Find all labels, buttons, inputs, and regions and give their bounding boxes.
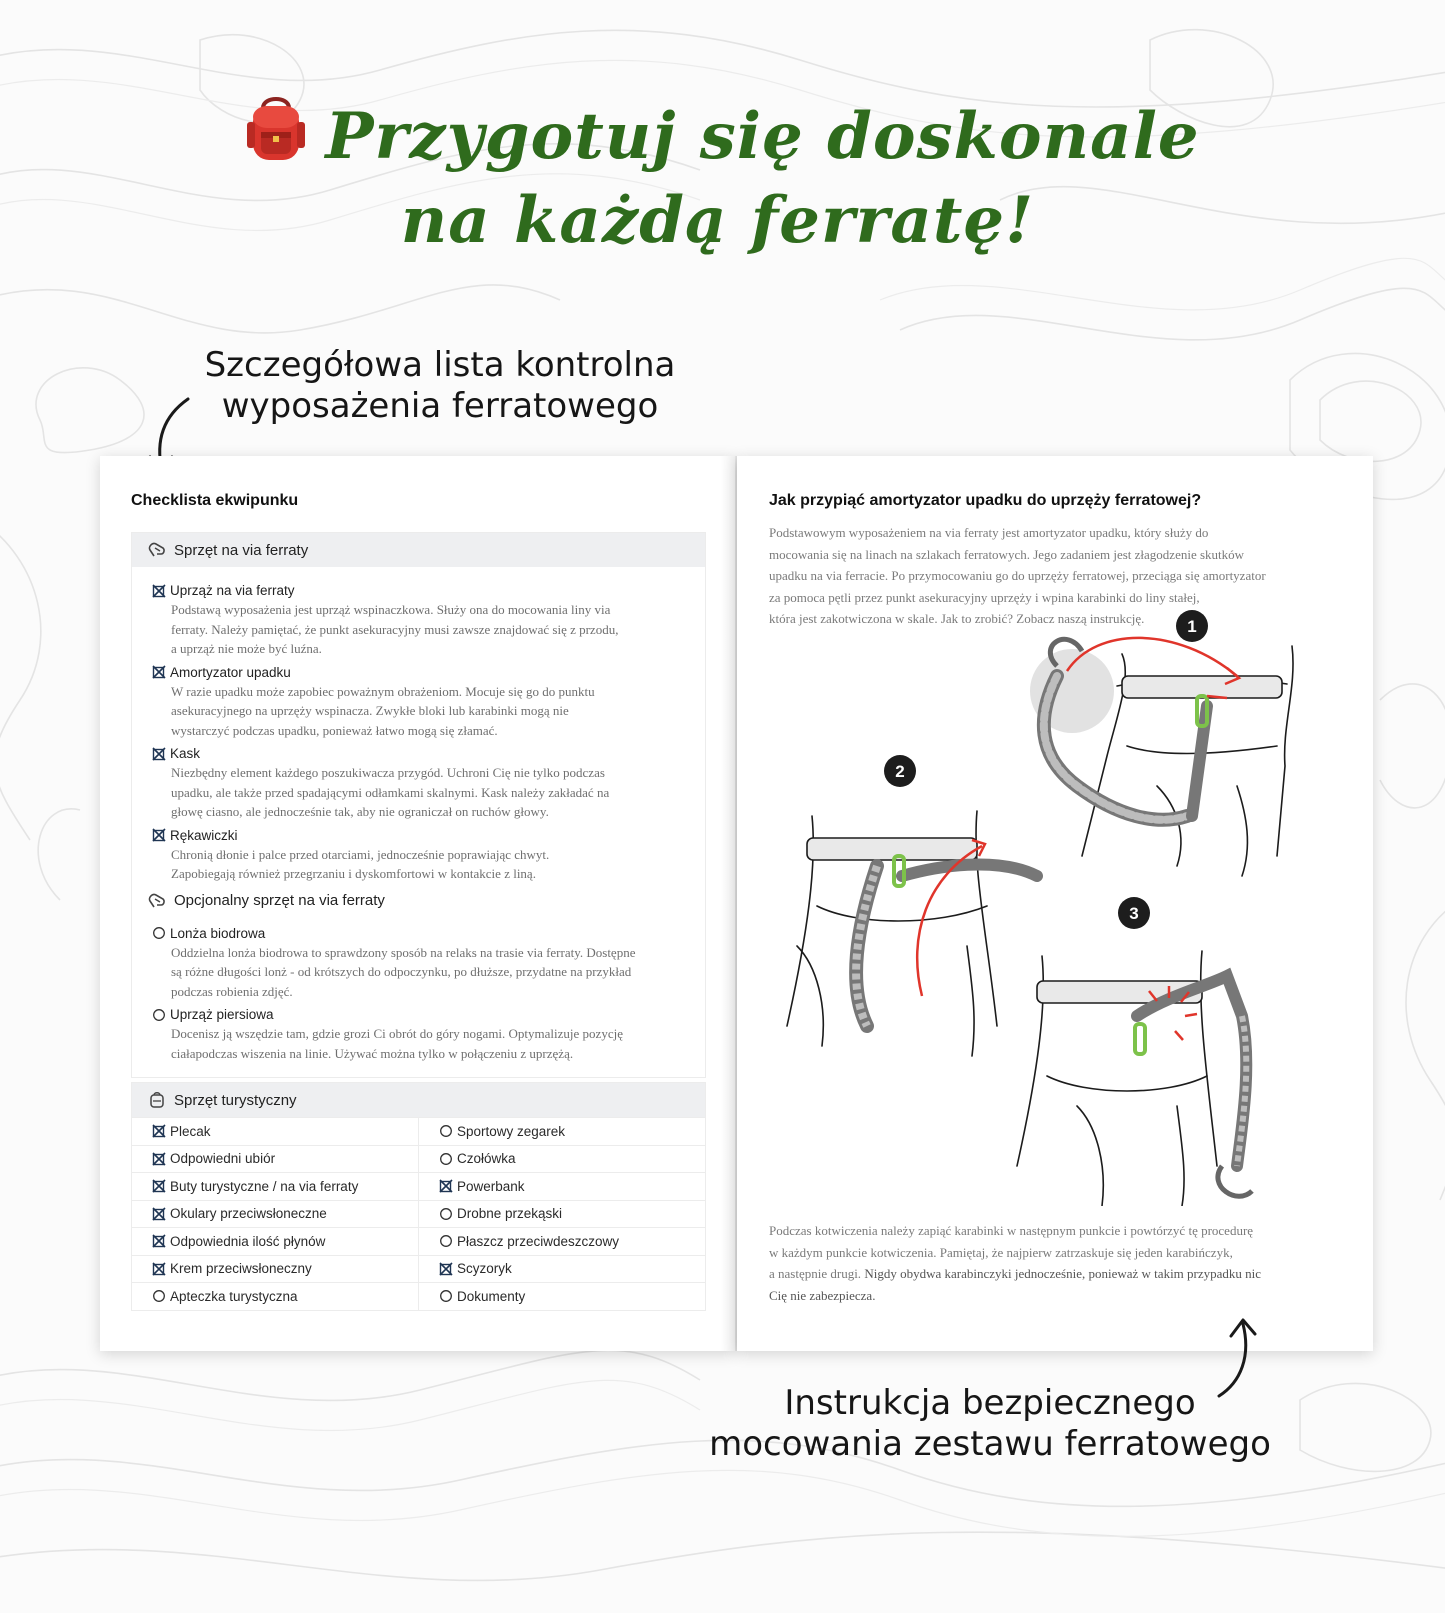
checked-box-icon[interactable]	[152, 1179, 166, 1193]
harness-illustration	[737, 606, 1373, 1206]
tourist-grid	[132, 1117, 705, 1310]
unchecked-circle-icon[interactable]	[439, 1234, 453, 1248]
tourist-item-label: Drobne przekąski	[457, 1206, 563, 1222]
description-line: Chronią dłonie i palce przed otarciami, jednocześnie poprawiając chwyt.	[171, 846, 550, 862]
carabiner-icon	[148, 892, 166, 910]
outro-line	[769, 1220, 1359, 1242]
checklist-item[interactable]	[132, 659, 705, 741]
checklist-callout	[190, 345, 690, 427]
via-ferrata-heading	[132, 533, 705, 567]
via-ferrata-heading-label: Sprzęt na via ferraty	[174, 541, 309, 559]
checklist-callout-line-1: Szczegółowa lista kontrolna	[204, 345, 676, 385]
checked-box-icon[interactable]	[152, 1207, 166, 1221]
tourist-item-label: Dokumenty	[457, 1288, 526, 1304]
checklist-item-row[interactable]	[152, 744, 675, 763]
checklist-title: Checklista ekwipunku	[131, 492, 299, 509]
outro-line	[769, 1242, 1359, 1264]
outro-line	[769, 1285, 1359, 1307]
tourist-item-label: Buty turystyczne / na via ferraty	[170, 1178, 359, 1194]
outro-warning: Cię nie zabezpiecza.	[769, 1287, 876, 1303]
checklist-item-row[interactable]	[152, 826, 675, 845]
intro-line: mocowania się na linach na szlakach ferratowych. Jego zadaniem jest złagodzenie skutków	[769, 546, 1245, 562]
carabiner-icon	[148, 541, 166, 559]
tourist-item[interactable]	[132, 1117, 419, 1145]
instruction-page	[737, 456, 1373, 1351]
checklist-page	[100, 456, 735, 1351]
checklist-item-description	[152, 943, 675, 1002]
tourist-item-label: Płaszcz przeciwdeszczowy	[457, 1233, 620, 1249]
step-3-badge: 3	[1129, 904, 1139, 923]
checklist-item-label: Lonża biodrowa	[170, 925, 266, 941]
checklist-item-description	[152, 682, 675, 741]
headline-text-2: na każdą ferratę!	[400, 183, 1035, 258]
headline-line-1	[0, 92, 1445, 179]
unchecked-circle-icon[interactable]	[152, 926, 166, 940]
checked-box-icon[interactable]	[152, 1124, 166, 1138]
unchecked-circle-icon[interactable]	[439, 1124, 453, 1138]
tourist-item[interactable]	[419, 1227, 706, 1255]
tourist-heading	[132, 1083, 705, 1117]
checklist-item[interactable]	[132, 577, 705, 659]
tourist-item[interactable]	[419, 1255, 706, 1283]
description-line: ciałapodczas wiszenia na linie. Używać można tylko w połączeniu z uprzężą.	[171, 1045, 574, 1061]
outro-warning: Nigdy obydwa karabinczyki jednocześnie, ponieważ w takim przypadku nic	[864, 1266, 1262, 1281]
headline-text-1: Przygotuj się doskonale	[325, 99, 1200, 174]
tourist-item[interactable]	[132, 1255, 419, 1283]
tourist-card	[131, 1082, 706, 1311]
tourist-item[interactable]	[132, 1200, 419, 1228]
checklist-item-row[interactable]	[152, 663, 675, 682]
optional-heading	[132, 888, 705, 914]
tourist-item[interactable]	[419, 1145, 706, 1173]
checklist-item-row[interactable]	[152, 924, 675, 943]
via-ferrata-list	[132, 577, 705, 884]
checklist-item-label: Kask	[170, 746, 201, 761]
checklist-item-row[interactable]	[152, 581, 675, 600]
instruction-callout	[690, 1383, 1290, 1465]
backpack-icon	[245, 92, 307, 164]
description-line: a uprząż nie może być luźna.	[171, 641, 322, 656]
checklist-item-description	[152, 600, 675, 659]
checklist-item-description	[152, 1024, 675, 1063]
checked-box-icon[interactable]	[152, 665, 166, 679]
checklist-item-description	[152, 763, 675, 822]
tourist-item[interactable]	[419, 1172, 706, 1200]
description-line: ferraty. Należy pamiętać, że punkt asekuracyjny musi zawsze znajdować się z przodu,	[171, 621, 619, 637]
tourist-item[interactable]	[419, 1282, 706, 1310]
tourist-item-label: Plecak	[170, 1123, 211, 1139]
description-line: głowę ciasno, ale jednocześnie tak, aby nie ograniczał on ruchów głowy.	[171, 804, 549, 819]
tourist-item-label: Powerbank	[457, 1178, 525, 1194]
optional-list	[132, 920, 705, 1064]
description-line: są różne długości lonż - od krótszych do odpoczynku, po dłuższe, przydatne na przykład	[171, 964, 632, 979]
tourist-item-label: Sportowy zegarek	[457, 1123, 566, 1139]
description-line: Oddzielna lonża biodrowa to sprawdzony sposób na relaks na trasie via ferraty. Dostępne	[171, 944, 636, 960]
checklist-callout-line-2: wyposażenia ferratowego	[221, 386, 659, 426]
instruction-callout-line-1: Instrukcja bezpiecznego	[784, 1383, 1196, 1423]
description-line: Zapobiegają również przegrzaniu i dyskomfortowi w kontakcie z liną.	[171, 866, 536, 881]
tourist-item-label: Odpowiednia ilość płynów	[170, 1233, 326, 1249]
headline	[0, 92, 1445, 263]
checked-box-icon[interactable]	[439, 1262, 453, 1276]
tourist-item[interactable]	[419, 1117, 706, 1145]
tourist-item[interactable]	[132, 1145, 419, 1173]
tourist-item-label: Apteczka turystyczna	[170, 1288, 298, 1304]
tourist-item-label: Okulary przeciwsłoneczne	[170, 1206, 327, 1222]
checklist-item-label: Uprząż na via ferraty	[170, 583, 295, 598]
instruction-callout-line-2: mocowania zestawu ferratowego	[709, 1424, 1271, 1464]
description-line: Podstawą wyposażenia jest uprząż wspinaczkowa. Służy ona do mocowania liny via	[171, 602, 611, 617]
outro-line	[769, 1263, 1359, 1285]
checklist-item-description	[152, 845, 675, 884]
backpack-icon	[148, 1091, 166, 1109]
checked-box-icon[interactable]	[152, 1152, 166, 1166]
instruction-outro	[769, 1220, 1359, 1306]
intro-line: Podstawowym wyposażeniem na via ferraty jest amortyzator upadku, który służy do	[769, 525, 1209, 540]
unchecked-circle-icon[interactable]	[439, 1152, 453, 1166]
description-line: Niezbędny element każdego poszukiwacza przygód. Uchroni Cię nie tylko podczas	[171, 765, 605, 780]
tourist-item-label: Scyzoryk	[457, 1261, 512, 1277]
outro-text: a następnie drugi.	[769, 1266, 862, 1281]
description-line: asekuracyjnego na uprzęży wspinacza. Zwykłe bloki lub karabinki mogą nie	[171, 703, 569, 718]
checked-box-icon[interactable]	[152, 747, 166, 761]
checklist-item-label: Uprząż piersiowa	[170, 1007, 274, 1022]
tourist-item[interactable]	[132, 1172, 419, 1200]
tourist-item[interactable]	[132, 1282, 419, 1310]
checklist-item[interactable]	[132, 822, 705, 884]
description-line: podczas robienia zdjęć.	[171, 983, 293, 999]
description-line: wystarczyć podczas upadku, ponieważ łatwo mogą się złamać.	[171, 722, 498, 738]
tourist-item-label: Odpowiedni ubiór	[170, 1151, 276, 1167]
step-1-badge: 1	[1187, 617, 1197, 636]
unchecked-circle-icon[interactable]	[439, 1289, 453, 1303]
tourist-item-label: Krem przeciwsłoneczny	[170, 1261, 312, 1277]
description-line: Docenisz ją wszędzie tam, gdzie grozi Ci obrót do góry nogami. Optymalizuje pozycję	[171, 1026, 623, 1041]
description-line: upadku, ale także przed spadającymi odłamkami skalnymi. Kask należy zakładać na	[171, 784, 610, 800]
checklist-item-row[interactable]	[152, 1005, 675, 1024]
tourist-item-label: Czołówka	[457, 1151, 516, 1167]
unchecked-circle-icon[interactable]	[152, 1008, 166, 1022]
checked-box-icon[interactable]	[152, 828, 166, 842]
outro-text: w każdym punkcie kotwiczenia. Pamiętaj, że najpierw zatrzaskuje się jeden karabińczyk,	[769, 1244, 1233, 1260]
instruction-title: Jak przypiąć amortyzator upadku do uprzęży ferratowej?	[769, 492, 1202, 509]
checklist-item[interactable]	[132, 920, 705, 1002]
checked-box-icon[interactable]	[439, 1179, 453, 1193]
checklist-item-label: Amortyzator upadku	[170, 664, 291, 680]
intro-line: upadku na via ferracie. Po przymocowaniu go do uprzęży ferratowej, przeciąga się amortyzator	[769, 568, 1266, 583]
unchecked-circle-icon[interactable]	[439, 1207, 453, 1221]
tourist-heading-label: Sprzęt turystyczny	[174, 1091, 297, 1109]
checked-box-icon[interactable]	[152, 1262, 166, 1276]
description-line: W razie upadku może zapobiec poważnym obrażeniom. Mocuje się go do punktu	[171, 683, 595, 699]
checklist-item-label: Rękawiczki	[170, 827, 238, 843]
intro-line: która jest zakotwiczona w skale. Jak to zrobić? Zobacz naszą instrukcję.	[769, 611, 1145, 626]
optional-heading-label: Opcjonalny sprzęt na via ferraty	[174, 892, 385, 909]
checklist-item[interactable]	[132, 740, 705, 822]
checked-box-icon[interactable]	[152, 584, 166, 598]
unchecked-circle-icon[interactable]	[152, 1289, 166, 1303]
via-ferrata-card	[131, 532, 706, 1078]
tourist-item[interactable]	[419, 1200, 706, 1228]
outro-text: Podczas kotwiczenia należy zapiąć karabinki w następnym punkcie i powtórzyć tę procedurę	[769, 1223, 1254, 1238]
checklist-item[interactable]	[132, 1001, 705, 1063]
intro-line: za pomoca pętli przez punkt asekuracyjny uprzęży i wpina karabinki do liny stałej,	[769, 589, 1200, 605]
step-2-badge: 2	[895, 762, 905, 781]
tourist-item[interactable]	[132, 1227, 419, 1255]
checked-box-icon[interactable]	[152, 1234, 166, 1248]
